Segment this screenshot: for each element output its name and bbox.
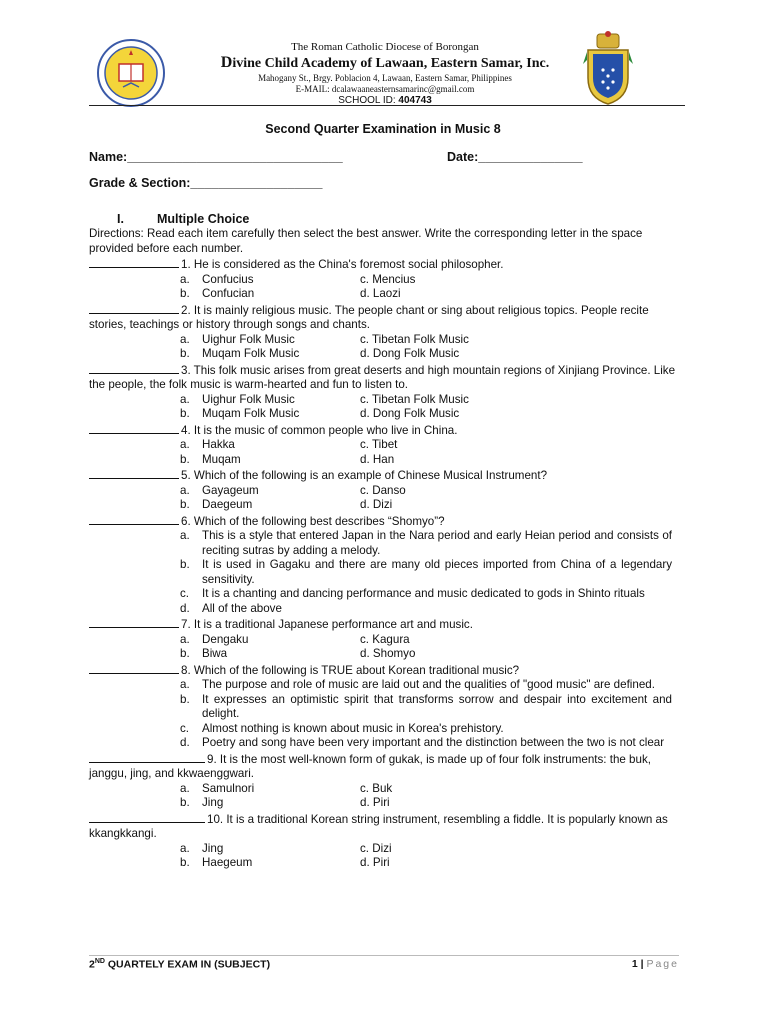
question-item <box>89 256 677 302</box>
school-name-rest: ivine Child Academy of Lawaan, Eastern Samar, Inc. <box>232 56 550 71</box>
option-text: c. Dizi <box>360 841 392 855</box>
date-field[interactable]: Date:_______________ <box>447 150 583 164</box>
answer-blank[interactable] <box>89 616 179 628</box>
option-row <box>89 856 677 871</box>
question-item <box>89 362 677 422</box>
option-letter: a. <box>180 272 190 286</box>
option-letter: b. <box>180 498 190 511</box>
answer-blank[interactable] <box>89 662 179 674</box>
option-text: d. Dong Folk Music <box>360 347 460 360</box>
question-item <box>89 751 677 811</box>
question-item <box>89 616 677 662</box>
option-text: This is a style that entered Japan in the Nara period and early Heian period and consists of reciting sutras by adding a melody. <box>202 529 672 557</box>
option-text: Uighur Folk Music <box>202 332 295 346</box>
option-text: Jing <box>202 796 224 809</box>
option-row <box>89 842 677 857</box>
answer-blank[interactable] <box>89 422 179 434</box>
header-divider <box>89 105 685 106</box>
option-text: It is a chanting and dancing performance and music dedicated to gods in Shinto rituals <box>202 587 645 600</box>
option-item <box>89 558 677 587</box>
option-row <box>89 407 677 422</box>
page-footer <box>89 955 679 971</box>
option-letter: a. <box>180 632 190 646</box>
option-row <box>89 438 677 453</box>
option-text: The purpose and role of music are laid out and the qualities of "good music" are defined. <box>202 678 655 691</box>
option-text: c. Danso <box>360 483 406 497</box>
option-letter: a. <box>180 678 190 691</box>
option-row <box>89 796 677 811</box>
option-row <box>89 273 677 288</box>
option-row <box>89 498 677 513</box>
option-row <box>89 633 677 648</box>
option-text: d. Han <box>360 452 395 466</box>
diocese-line: The Roman Catholic Diocese of Borongan <box>291 41 479 53</box>
option-text: d. Dizi <box>360 498 393 511</box>
answer-blank[interactable] <box>89 811 205 823</box>
option-letter: b. <box>180 692 190 706</box>
option-letter: a. <box>180 483 190 497</box>
question-text: 6. Which of the following best describes “Shomyo”? <box>89 513 677 530</box>
answer-blank[interactable] <box>89 751 205 763</box>
option-letter: a. <box>180 841 190 855</box>
option-text: Almost nothing is known about music in Korea's prehistory. <box>202 721 504 735</box>
name-date-row <box>89 150 677 176</box>
option-letter: a. <box>180 332 190 346</box>
question-item <box>89 302 677 362</box>
option-text: Haegeum <box>202 856 253 869</box>
option-text: c. Mencius <box>360 272 416 286</box>
option-text: d. Dong Folk Music <box>360 407 460 420</box>
option-text: c. Tibetan Folk Music <box>360 392 469 406</box>
option-text: It is used in Gagaku and there are many old pieces imported from China of a legendary sensitivity. <box>202 558 672 586</box>
question-text: 5. Which of the following is an example of Chinese Musical Instrument? <box>89 467 677 484</box>
option-letter: b. <box>180 407 190 420</box>
option-item <box>89 693 677 722</box>
option-text: c. Buk <box>360 781 393 795</box>
option-text: Confucian <box>202 287 255 300</box>
option-letter: d. <box>180 601 190 615</box>
question-item <box>89 422 677 468</box>
option-text: Samulnori <box>202 781 255 795</box>
option-text: Muqam Folk Music <box>202 347 300 360</box>
option-letter: a. <box>180 529 190 542</box>
footer-exam-label: 2ND QUARTELY EXAM IN (SUBJECT) <box>89 958 271 971</box>
answer-blank[interactable] <box>89 513 179 525</box>
option-letter: b. <box>180 647 190 660</box>
option-item <box>89 529 677 558</box>
option-text: It expresses an optimistic spirit that transforms sorrow and despair into excitement and delight. <box>202 692 672 720</box>
diocese-crest-logo <box>573 30 643 106</box>
option-item <box>89 602 677 617</box>
question-text: 8. Which of the following is TRUE about Korean traditional music? <box>89 662 677 679</box>
grade-section-field[interactable]: Grade & Section:___________________ <box>89 176 323 190</box>
exam-title: Second Quarter Examination in Music 8 <box>265 122 501 136</box>
option-letter: b. <box>180 452 190 466</box>
option-row <box>89 647 677 662</box>
question-text: 4. It is the music of common people who live in China. <box>89 422 677 439</box>
option-letter: b. <box>180 558 190 571</box>
answer-blank[interactable] <box>89 256 179 268</box>
option-text: d. Shomyo <box>360 647 416 660</box>
answer-blank[interactable] <box>89 302 179 314</box>
directions: Directions: Read each item carefully then select the best answer. Write the corresponding letter in the space provided before each number. <box>89 227 643 255</box>
option-letter: d. <box>180 736 190 749</box>
option-item <box>89 587 677 602</box>
answer-blank[interactable] <box>89 362 179 374</box>
option-text: Confucius <box>202 272 254 286</box>
question-text: 1. He is considered as the China's foremost social philosopher. <box>89 256 677 273</box>
option-letter: a. <box>180 781 190 795</box>
option-letter: c. <box>180 587 190 600</box>
option-text: Jing <box>202 841 224 855</box>
question-text: 9. It is the most well-known form of gukak, is made up of four folk instruments: the buk, janggu, jing, and kkwaenggwari. <box>89 752 651 780</box>
question-item <box>89 662 677 751</box>
option-text: Dengaku <box>202 632 249 646</box>
exam-body <box>89 120 677 871</box>
question-text: 3. This folk music arises from great deserts and high mountain regions of Xinjiang Province. Like the people, the folk music is warm-hearted and fun to listen to. <box>89 363 676 391</box>
option-item <box>89 722 677 737</box>
option-row <box>89 484 677 499</box>
option-letter: a. <box>180 438 190 451</box>
document-header <box>0 0 768 110</box>
section-heading: I. Multiple Choice <box>117 212 250 226</box>
option-row <box>89 287 677 302</box>
option-text: c. Tibetan Folk Music <box>360 332 469 346</box>
option-text: Daegeum <box>202 498 253 511</box>
option-item <box>89 678 677 693</box>
question-text: 7. It is a traditional Japanese performance art and music. <box>89 616 677 633</box>
option-row <box>89 333 677 348</box>
school-email: E-MAIL: dcalawaaneasternsamarinc@gmail.com <box>295 84 475 94</box>
option-text: All of the above <box>202 601 282 615</box>
option-row <box>89 782 677 797</box>
option-row <box>89 347 677 362</box>
school-address: Mahogany St., Brgy. Poblacion 4, Lawaan, Eastern Samar, Philippines <box>258 73 512 83</box>
option-text: Hakka <box>202 438 235 451</box>
name-field[interactable]: Name:_______________________________ <box>89 150 343 164</box>
option-text: Muqam Folk Music <box>202 407 300 420</box>
option-letter: b. <box>180 287 190 300</box>
option-text: Muqam <box>202 452 241 466</box>
option-row <box>89 393 677 408</box>
option-letter: b. <box>180 796 190 809</box>
option-letter: c. <box>180 721 190 735</box>
option-text: Gayageum <box>202 483 259 497</box>
question-text: 10. It is a traditional Korean string instrument, resembling a fiddle. It is popularly known as kkangkkangi. <box>89 812 668 840</box>
option-item <box>89 736 677 751</box>
option-text: d. Piri <box>360 796 390 809</box>
school-name-initial: D <box>220 54 233 71</box>
question-item <box>89 467 677 513</box>
page-number: 1 | Page <box>631 958 679 970</box>
school-name <box>150 54 620 72</box>
school-id: SCHOOL ID: 404743 <box>338 95 432 106</box>
option-letter: b. <box>180 347 190 360</box>
option-text: d. Piri <box>360 856 390 869</box>
question-item <box>89 811 677 871</box>
option-row <box>89 453 677 468</box>
option-text: Poetry and song have been very important and the distinction between the two is not clear <box>202 736 665 749</box>
answer-blank[interactable] <box>89 467 179 479</box>
option-text: d. Laozi <box>360 287 401 300</box>
question-item <box>89 513 677 617</box>
option-letter: b. <box>180 856 190 869</box>
option-text: Biwa <box>202 647 228 660</box>
grade-row <box>89 176 677 202</box>
option-text: Uighur Folk Music <box>202 392 295 406</box>
question-list <box>89 256 677 871</box>
option-text: c. Kagura <box>360 632 410 646</box>
question-text: 2. It is mainly religious music. The people chant or sing about religious topics. People recite stories, teachings or history through songs and chants. <box>89 303 649 331</box>
option-text: c. Tibet <box>360 438 398 451</box>
option-letter: a. <box>180 392 190 406</box>
